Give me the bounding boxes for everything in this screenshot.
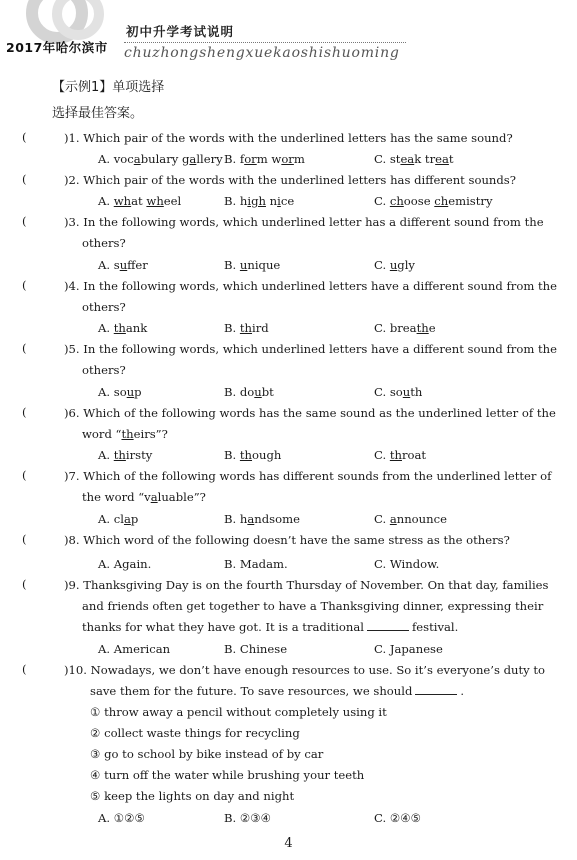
- question-text-part: eirs”?: [133, 427, 168, 441]
- choice-item: ② collect waste things for recycling: [90, 726, 300, 740]
- question-text-part: .: [460, 684, 465, 698]
- option-text: llery: [196, 152, 223, 166]
- option-text: A. s: [98, 258, 120, 272]
- answer-paren: (: [22, 577, 27, 591]
- option-text: m w: [256, 152, 282, 166]
- section-heading: 【示例1】单项选择: [52, 80, 165, 95]
- option-text: C. brea: [374, 321, 417, 335]
- option-b: [224, 151, 305, 167]
- option-b: [224, 810, 271, 826]
- question-text: [64, 662, 545, 678]
- question-text: [64, 532, 510, 548]
- option-text: B. h: [224, 194, 248, 208]
- option-text: e: [428, 321, 436, 335]
- underlined-letters: th: [239, 321, 253, 335]
- underlined-letters: a: [389, 512, 397, 526]
- option-text: A. voc: [98, 152, 134, 166]
- underlined-letters: wh: [113, 194, 132, 208]
- question-line: Which of the following words has the same sound as the underlined letter of the: [83, 406, 556, 420]
- option-text: gly: [397, 258, 415, 272]
- question-line: Nowadays, we don’t have enough resources to use. So it’s everyone’s duty to: [90, 663, 546, 677]
- question-line-2: [82, 426, 168, 442]
- answer-paren: (: [22, 532, 27, 546]
- question-line-2: others?: [82, 300, 126, 314]
- option-c: [374, 193, 493, 209]
- question-number: )8.: [64, 533, 84, 547]
- option-text: emistry: [448, 194, 493, 208]
- answer-paren: (: [22, 341, 27, 355]
- question-text: [64, 341, 557, 357]
- underlined-letters: a: [133, 152, 141, 166]
- option-text: k tr: [414, 152, 436, 166]
- option-text: C. ②④⑤: [374, 811, 422, 825]
- question-text: [64, 172, 516, 188]
- option-text: ce: [280, 194, 295, 208]
- option-text: A.: [98, 321, 114, 335]
- question-number: )2.: [64, 173, 84, 187]
- header-divider: [124, 42, 406, 43]
- option-text: A. so: [98, 385, 127, 399]
- option-a: [98, 511, 138, 527]
- option-text: n: [265, 194, 278, 208]
- question-text-part: word “: [82, 427, 122, 441]
- choice-item: ⑤ keep the lights on day and night: [90, 789, 295, 803]
- question-number: )6.: [64, 406, 84, 420]
- underlined-letters: ea: [435, 152, 449, 166]
- option-a: [98, 320, 147, 336]
- option-b: [224, 556, 288, 572]
- option-text: C. Window.: [374, 557, 440, 571]
- option-text: A. cl: [98, 512, 124, 526]
- option-text: B. Chinese: [224, 642, 288, 656]
- question-number: )10.: [64, 663, 91, 677]
- option-c: [374, 556, 439, 572]
- option-text: p: [134, 385, 142, 399]
- option-a: [98, 447, 152, 463]
- option-c: [374, 257, 415, 273]
- page-number: 4: [284, 836, 293, 851]
- underlined-letters: th: [121, 427, 134, 441]
- option-b: [224, 257, 280, 273]
- underlined-letters: u: [402, 385, 411, 399]
- option-text: C.: [374, 448, 390, 462]
- option-text: eel: [163, 194, 182, 208]
- header-year-city: 2017年哈尔滨市: [6, 40, 108, 55]
- option-text: t: [448, 152, 454, 166]
- option-text: B.: [224, 448, 240, 462]
- option-text: C.: [374, 194, 390, 208]
- option-c: [374, 641, 443, 657]
- option-a: [98, 151, 223, 167]
- question-line-3: [82, 619, 458, 635]
- question-line: Which word of the following doesn’t have the same stress as the others?: [83, 533, 510, 547]
- option-text: ough: [252, 448, 282, 462]
- option-c: [374, 384, 422, 400]
- answer-paren: (: [22, 405, 27, 419]
- option-text: B. h: [224, 512, 248, 526]
- question-number: )3.: [64, 215, 84, 229]
- option-b: [224, 511, 300, 527]
- answer-blank: [367, 620, 409, 631]
- question-line-2: [90, 683, 464, 699]
- question-line: Which of the following words has different sounds from the underlined letter of: [83, 469, 552, 483]
- option-text: ank: [125, 321, 148, 335]
- page-header: [0, 0, 577, 70]
- choice-item: ③ go to school by bike instead of by car: [90, 747, 324, 761]
- option-a: [98, 556, 151, 572]
- option-a: [98, 193, 181, 209]
- question-line: In the following words, which underlined letters have a different sound from the: [83, 342, 557, 356]
- section-instruction: 选择最佳答案。: [52, 106, 144, 121]
- answer-blank: [415, 684, 457, 695]
- underlined-letters: u: [119, 258, 128, 272]
- question-text-part: the word “v: [82, 490, 151, 504]
- underlined-letters: ea: [400, 152, 415, 166]
- answer-paren: (: [22, 662, 27, 676]
- answer-paren: (: [22, 278, 27, 292]
- question-text: [64, 130, 513, 146]
- underlined-letters: th: [113, 321, 126, 335]
- option-text: B. do: [224, 385, 255, 399]
- underlined-letters: ch: [434, 194, 449, 208]
- underlined-letters: or: [281, 152, 294, 166]
- option-c: [374, 511, 447, 527]
- option-text: A. ①②⑤: [98, 811, 145, 825]
- question-text: [64, 577, 549, 593]
- option-text: C. st: [374, 152, 401, 166]
- question-line: In the following words, which underlined letters have a different sound from the: [83, 279, 557, 293]
- underlined-letters: igh: [247, 194, 266, 208]
- question-number: )4.: [64, 279, 84, 293]
- option-text: nnounce: [396, 512, 447, 526]
- answer-paren: (: [22, 172, 27, 186]
- question-number: )1.: [64, 131, 84, 145]
- question-text: [64, 278, 557, 294]
- question-number: )9.: [64, 578, 84, 592]
- option-text: th: [410, 385, 423, 399]
- option-text: C. Japanese: [374, 642, 443, 656]
- option-b: [224, 384, 274, 400]
- option-text: ird: [252, 321, 269, 335]
- question-line-2: others?: [82, 236, 126, 250]
- question-line-2: and friends often get together to have a Thanksgiving dinner, expressing their: [82, 599, 544, 613]
- underlined-letters: wh: [146, 194, 164, 208]
- option-text: nique: [247, 258, 281, 272]
- option-a: [98, 384, 142, 400]
- option-text: p: [130, 512, 139, 526]
- question-line: Which pair of the words with the underlined letters has different sounds?: [83, 173, 516, 187]
- underlined-letters: th: [239, 448, 253, 462]
- question-text: [64, 214, 544, 230]
- header-title: 初中升学考试说明: [126, 24, 235, 39]
- underlined-letters: or: [244, 152, 257, 166]
- option-text: B.: [224, 258, 240, 272]
- option-text: B. Madam.: [224, 557, 288, 571]
- option-text: B. f: [224, 152, 245, 166]
- option-b: [224, 320, 269, 336]
- choice-item: ④ turn off the water while brushing your teeth: [90, 768, 365, 782]
- question-text-part: festival.: [411, 620, 459, 634]
- underlined-letters: u: [126, 385, 135, 399]
- underlined-letters: th: [389, 448, 402, 462]
- underlined-letters: u: [239, 258, 248, 272]
- option-b: [224, 641, 287, 657]
- question-text-part: luable”?: [157, 490, 206, 504]
- question-line: In the following words, which underlined letter has a different sound from the: [83, 215, 544, 229]
- underlined-letters: ch: [389, 194, 404, 208]
- option-c: [374, 810, 421, 826]
- question-text-part: save them for the future. To save resources, we should: [90, 684, 413, 698]
- answer-paren: (: [22, 468, 27, 482]
- option-text: C. so: [374, 385, 403, 399]
- answer-paren: (: [22, 214, 27, 228]
- underlined-letters: th: [113, 448, 126, 462]
- option-text: ndsome: [254, 512, 300, 526]
- option-text: bt: [261, 385, 274, 399]
- option-c: [374, 447, 426, 463]
- underlined-letters: a: [123, 512, 131, 526]
- underlined-letters: a: [247, 512, 255, 526]
- header-pinyin: chuzhongshengxuekaoshishuoming: [124, 45, 400, 61]
- question-number: )7.: [64, 469, 84, 483]
- question-line-2: [82, 489, 206, 505]
- option-text: m: [293, 152, 305, 166]
- option-text: A.: [98, 194, 114, 208]
- option-a: [98, 641, 170, 657]
- question-line-2: others?: [82, 363, 126, 377]
- option-text: at: [131, 194, 147, 208]
- underlined-letters: a: [150, 490, 158, 504]
- option-text: roat: [401, 448, 427, 462]
- question-text: [64, 468, 551, 484]
- option-text: B. ②③④: [224, 811, 272, 825]
- question-number: )5.: [64, 342, 84, 356]
- question-line: Which pair of the words with the underlined letters has the same sound?: [83, 131, 513, 145]
- underlined-letters: i: [277, 194, 281, 208]
- option-b: [224, 447, 281, 463]
- option-text: irsty: [125, 448, 153, 462]
- option-text: C.: [374, 258, 390, 272]
- option-text: ffer: [127, 258, 148, 272]
- option-c: [374, 151, 454, 167]
- underlined-letters: a: [189, 152, 197, 166]
- question-line: Thanksgiving Day is on the fourth Thursday of November. On that day, families: [83, 578, 549, 592]
- underlined-letters: th: [416, 321, 429, 335]
- question-text-part: thanks for what they have got. It is a traditional: [82, 620, 364, 634]
- option-text: C.: [374, 512, 390, 526]
- option-b: [224, 193, 294, 209]
- underlined-letters: u: [254, 385, 262, 399]
- option-text: B.: [224, 321, 240, 335]
- question-text: [64, 405, 556, 421]
- choice-item: ① throw away a pencil without completely using it: [90, 705, 387, 719]
- option-text: A. Again.: [98, 557, 152, 571]
- option-c: [374, 320, 436, 336]
- option-text: oose: [403, 194, 435, 208]
- answer-paren: (: [22, 130, 27, 144]
- option-a: [98, 810, 145, 826]
- option-text: bulary g: [140, 152, 190, 166]
- option-text: A. American: [98, 642, 171, 656]
- option-a: [98, 257, 148, 273]
- underlined-letters: u: [389, 258, 398, 272]
- option-text: A.: [98, 448, 114, 462]
